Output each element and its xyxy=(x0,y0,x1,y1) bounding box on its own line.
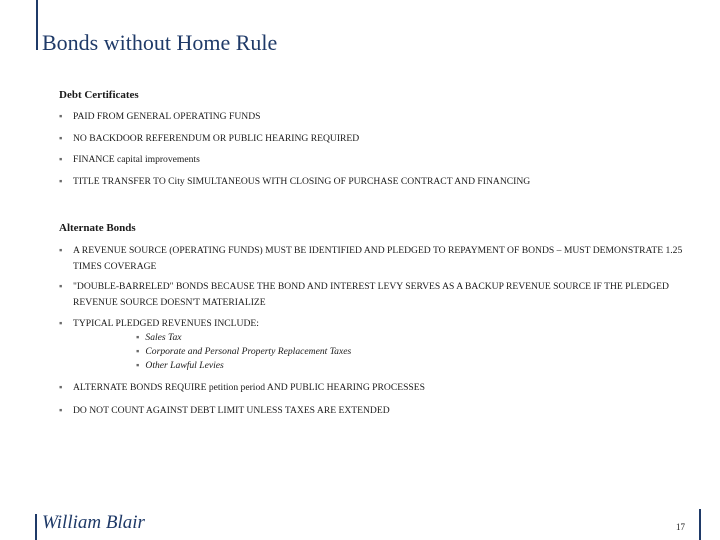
list-item xyxy=(59,380,684,396)
sub-list-item-text: Sales Tax xyxy=(145,332,182,343)
sub-list-item xyxy=(136,331,182,345)
bullet-icon: ▪ xyxy=(59,281,63,292)
section-heading-debt-certificates: Debt Certificates xyxy=(59,89,139,101)
company-logo: William Blair xyxy=(42,512,145,533)
list-item xyxy=(59,279,684,311)
logo-accent-bar xyxy=(35,514,37,540)
bullet-icon: ▪ xyxy=(59,133,63,144)
page-number: 17 xyxy=(676,522,685,532)
list-item-text: ALTERNATE BONDS REQUIRE petition period AND PUBLIC HEARING PROCESSES xyxy=(73,382,425,393)
list-item-text: TYPICAL PLEDGED REVENUES INCLUDE: xyxy=(73,318,259,329)
bullet-icon: ▪ xyxy=(136,360,140,371)
sub-list-item-text: Other Lawful Levies xyxy=(145,360,224,371)
list-item-text: TITLE TRANSFER TO City SIMULTANEOUS WITH CLOSING OF PURCHASE CONTRACT AND FINANCING xyxy=(73,176,531,187)
list-item xyxy=(59,174,684,190)
list-item-text: PAID FROM GENERAL OPERATING FUNDS xyxy=(73,111,261,122)
page-number-accent-bar xyxy=(699,509,701,540)
section-heading-alternate-bonds: Alternate Bonds xyxy=(59,222,136,234)
list-item xyxy=(59,109,684,125)
bullet-icon: ▪ xyxy=(59,111,63,122)
list-item-text: NO BACKDOOR REFERENDUM OR PUBLIC HEARING REQUIRED xyxy=(73,133,360,144)
sub-list-item xyxy=(136,345,351,359)
list-item xyxy=(59,316,684,332)
bullet-icon: ▪ xyxy=(136,346,140,357)
list-item-text: FINANCE capital improvements xyxy=(73,154,200,165)
list-item xyxy=(59,152,684,168)
page-title: Bonds without Home Rule xyxy=(42,30,278,55)
bullet-icon: ▪ xyxy=(59,382,63,393)
list-item xyxy=(59,403,684,419)
list-item xyxy=(59,131,684,147)
list-item-text: "DOUBLE-BARRELED" BONDS BECAUSE THE BOND AND INTEREST LEVY SERVES AS A BACKUP REVENUE SOURCE IF THE PLEDGED REVENUE SOURCE DOESN'T MATERIALIZE xyxy=(73,281,669,308)
title-accent-bar xyxy=(36,0,38,50)
bullet-icon: ▪ xyxy=(59,405,63,416)
bullet-icon: ▪ xyxy=(59,154,63,165)
bullet-icon: ▪ xyxy=(59,245,63,256)
sub-list-item-text: Corporate and Personal Property Replacement Taxes xyxy=(145,346,352,357)
list-item-text: A REVENUE SOURCE (OPERATING FUNDS) MUST BE IDENTIFIED AND PLEDGED TO REPAYMENT OF BONDS – MUST DEMONSTRATE 1.25 TIMES COVERAGE xyxy=(73,245,683,272)
sub-list-item xyxy=(136,359,224,373)
list-item-text: DO NOT COUNT AGAINST DEBT LIMIT UNLESS TAXES ARE EXTENDED xyxy=(73,405,390,416)
bullet-icon: ▪ xyxy=(136,332,140,343)
bullet-icon: ▪ xyxy=(59,318,63,329)
list-item xyxy=(59,243,684,275)
bullet-icon: ▪ xyxy=(59,176,63,187)
